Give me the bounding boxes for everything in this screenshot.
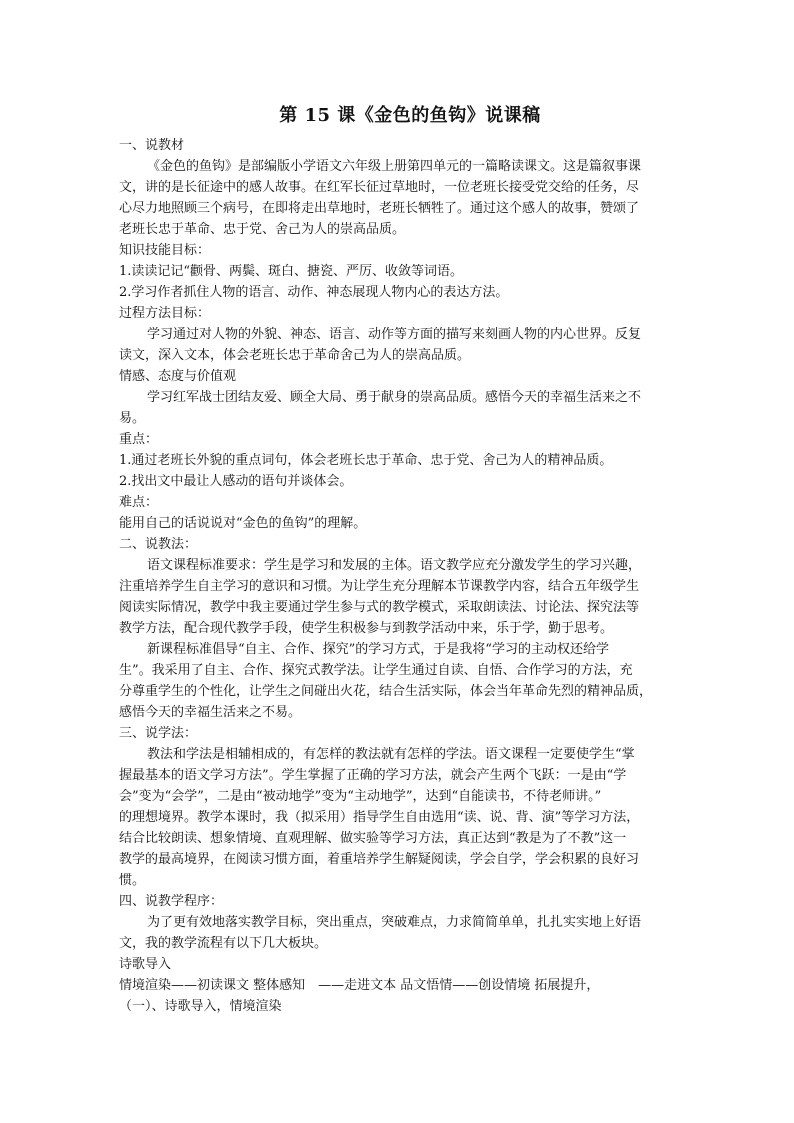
paragraph-process-goals [119, 324, 679, 366]
text-line: 握最基本的语文学习方法”。学生掌握了正确的学习方法，就会产生两个飞跃：一是由“学 [119, 768, 627, 783]
text-line: 易。 [119, 411, 146, 426]
page-title: 第 15 课《金色的鱼钩》说课稿 [279, 105, 541, 126]
paragraph-teaching-procedure [119, 912, 679, 954]
section-heading-teaching-material: 一、说教材 [119, 138, 185, 153]
text-line: 读文，深入文本，体会老班长忠于革命舍己为人的崇高品质。 [119, 348, 471, 363]
text-line: 教学方法，配合现代教学手段，使学生积极参与到教学活动中来，乐于学，勤于思考。 [119, 621, 614, 636]
paragraph-material-intro [119, 156, 679, 240]
paragraph-teaching-method-2 [119, 639, 679, 723]
text-line: 惯。 [119, 873, 146, 888]
text-line: 的理想境界。教学本课时，我（拟采用）指导学生自由选用“读、说、背、演”等学习方法， [119, 810, 640, 825]
text-line: 会”变为“会学”，二是由“被动地学”变为“主动地学”，达到“自能读书，不待老师讲。” [119, 789, 602, 804]
section-heading-learning-method: 三、说学法： [119, 726, 198, 741]
section-heading-teaching-method: 二、说教法： [119, 537, 198, 552]
subheading-key-points: 重点： [119, 432, 159, 447]
list-item: 2.找出文中最让人感动的语句并谈体会。 [119, 474, 353, 489]
text-line: 《金色的鱼钩》是部编版小学语文六年级上册第四单元的一篇略读课文。这是篇叙事课 [147, 159, 642, 174]
list-item: 1.通过老班长外貌的重点词句，体会老班长忠于革命、忠于党、舍己为人的精神品质。 [119, 453, 613, 468]
text-line: 教法和学法是相辅相成的，有怎样的教法就有怎样的学法。语文课程一定要使学生“掌 [147, 747, 635, 762]
text-line: 文，我的教学流程有以下几大板块。 [119, 936, 328, 951]
text-line: 语文课程标准要求：学生是学习和发展的主体。语文教学应充分激发学生的学习兴趣， [147, 558, 642, 573]
text-line: 文，讲的是长征途中的感人故事。在红军长征过草地时，一位老班长接受党交给的任务，尽 [119, 180, 640, 195]
text-line: 学习通过对人物的外貌、神态、语言、动作等方面的描写来刻画人物的内心世界。反复 [147, 327, 642, 342]
text-line: 分尊重学生的个性化，让学生之间碰出火花，结合生活实际，体会当年革命先烈的精神品质， [119, 684, 653, 699]
list-item: 1.读读记记“颧骨、两鬓、斑白、搪瓷、严厉、收敛等词语。 [119, 264, 464, 279]
text-line: 老班长忠于革命、忠于党、舍己为人的崇高品质。 [119, 222, 406, 237]
text-line: 生”。我采用了自主、合作、探究式教学法。让学生通过自读、自悟、合作学习的方法，充 [119, 663, 633, 678]
text-line: 结合比较朗读、想象情境、直观理解、做实验等学习方法，真正达到“教是为了不教”这一 [119, 831, 627, 846]
subsection-heading: （一）、诗歌导入，情境渲染 [119, 999, 282, 1014]
list-item: 2.学习作者抓住人物的语言、动作、神态展现人物内心的表达方法。 [119, 285, 509, 300]
text-line: 感悟今天的幸福生活来之不易。 [119, 705, 302, 720]
difficulty-text: 能用自己的话说说对“金色的鱼钩”的理解。 [119, 516, 367, 531]
subheading-emotion-goals: 情感、态度与价值观 [119, 369, 237, 384]
text-line: 学习红军战士团结友爱、顾全大局、勇于献身的崇高品质。感悟今天的幸福生活来之不 [147, 390, 642, 405]
text-line: 阅读实际情况，教学中我主要通过学生参与式的教学模式，采取朗读法、讨论法、探究法等 [119, 600, 640, 615]
subheading-difficulty: 难点： [119, 495, 159, 510]
section-heading-teaching-procedure: 四、说教学程序： [119, 894, 224, 909]
document-body [119, 103, 679, 1017]
flow-title: 诗歌导入 [119, 957, 172, 972]
subheading-process-goals: 过程方法目标： [119, 306, 211, 321]
text-line: 教学的最高境界，在阅读习惯方面，着重培养学生解疑阅读，学会自学，学会积累的良好习 [119, 852, 640, 867]
text-line: 注重培养学生自主学习的意识和习惯。为让学生充分理解本节课教学内容，结合五年级学生 [119, 579, 640, 594]
flow-line: 情境渲染——初读课文 整体感知 ——走进文本 品文悟情——创设情境 拓展提升， [119, 978, 600, 993]
text-line: 新课程标准倡导“自主、合作、探究”的学习方式，于是我将“学习的主动权还给学 [147, 642, 609, 657]
text-line: 心尽力地照顾三个病号，在即将走出草地时，老班长牺牲了。通过这个感人的故事，赞颂了 [119, 201, 640, 216]
paragraph-learning-method [119, 744, 679, 891]
paragraph-teaching-method-1 [119, 555, 679, 639]
paragraph-emotion-goals [119, 387, 679, 429]
text-line: 为了更有效地落实教学目标，突出重点，突破难点，力求简简单单，扎扎实实地上好语 [147, 915, 642, 930]
subheading-knowledge-goals: 知识技能目标： [119, 243, 211, 258]
